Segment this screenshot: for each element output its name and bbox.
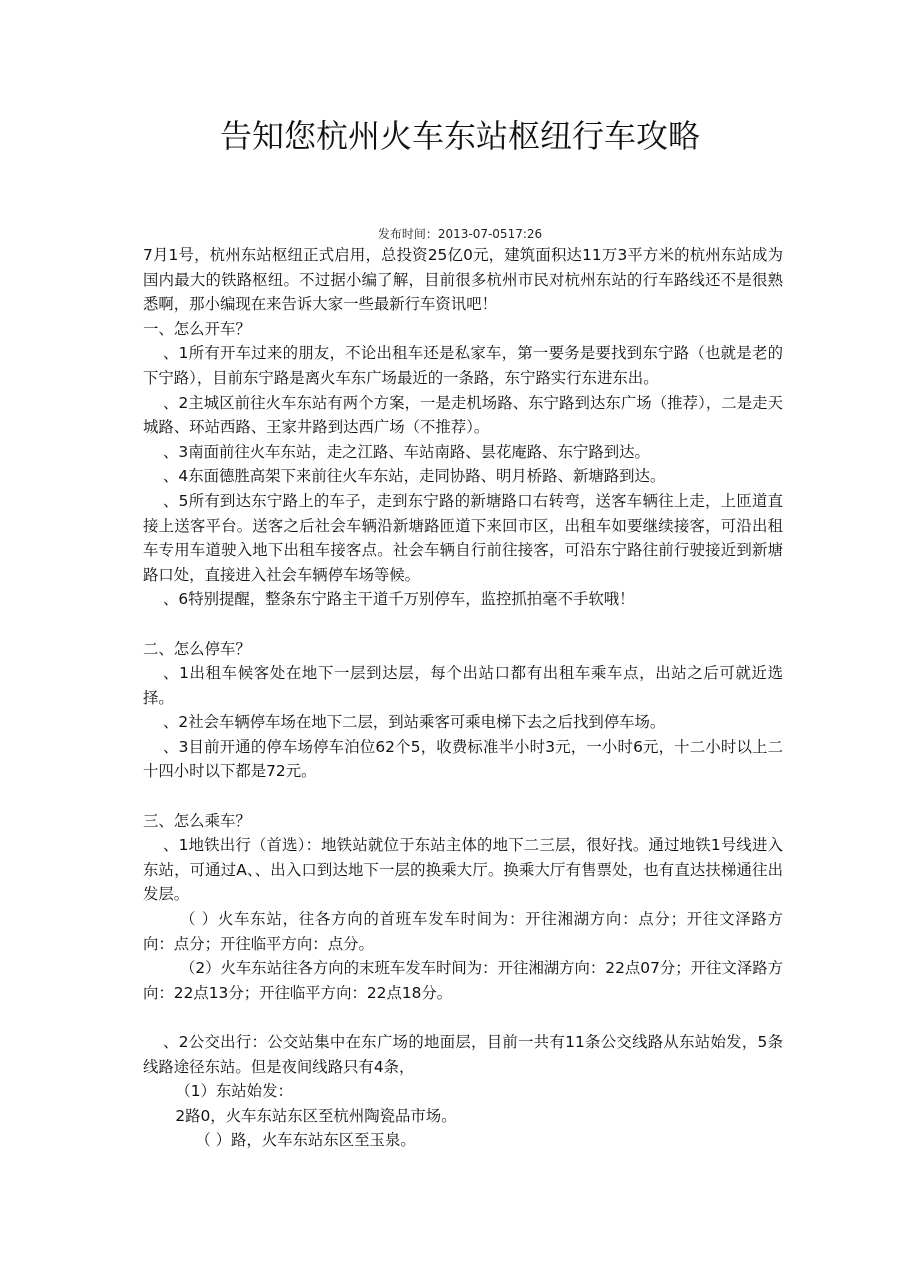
section3-heading: 三、怎么乘车？	[143, 811, 251, 830]
paragraph-spacer	[143, 1005, 783, 1030]
section1-item: 、6特别提醒，整条东宁路主干道千万别停车，监控抓拍毫不手软哦！	[163, 590, 635, 609]
bus-route: （ ）路，火车东站东区至玉泉。	[195, 1131, 416, 1150]
section1-item: 、3南面前往火车东站，走之江路、车站南路、昙花庵路、东宁路到达。	[163, 442, 650, 461]
metro-last-train: （2）火车东站往各方向的末班车发车时间为：开往湘湖方向：22点07分；开往文泽路方向：22点13分；开往临平方向：22点18分。	[143, 959, 783, 1002]
bus-paragraph: 、2公交出行：公交站集中在东广场的地面层，目前一共有11条公交线路从东站始发，5条线路途径东站。但是夜间线路只有4条，	[143, 1033, 783, 1076]
metro-first-train: （ ）火车东站，往各方向的首班车发车时间为：开往湘湖方向：点分；开往文泽路方向：点分；开往临平方向：点分。	[143, 910, 783, 953]
paragraph-spacer	[143, 784, 783, 809]
intro-paragraph: 7月1号，杭州东站枢纽正式启用，总投资25亿0元，建筑面积达11万3平方米的杭州东站成为国内最大的铁路枢纽。不过据小编了解，目前很多杭州市民对杭州东站的行车路线还不是很熟悉啊，那小编现在来告诉大家一些最新行车资讯吧！	[143, 246, 783, 314]
section2-item: 、1出租车候客处在地下一层到达层，每个出站口都有出租车乘车点，出站之后可就近选择。	[143, 664, 783, 707]
section1-item: 、2主城区前往火车东站有两个方案，一是走机场路、东宁路到达东广场（推荐），二是走天城路、环站西路、王家井路到达西广场（不推荐）。	[143, 393, 783, 437]
publish-time: 发布时间：2013-07-0517:26	[377, 227, 543, 241]
article-body	[143, 243, 783, 1153]
bus-origin-heading: （1）东站始发：	[175, 1082, 293, 1101]
section1-item: 、5所有到达东宁路上的车子，走到东宁路的新塘路口右转弯，送客车辆往上走，上匝道直接上送客平台。送客之后社会车辆沿新塘路匝道下来回市区，出租车如要继续接客，可沿出租车专用车道驶入地下出租车接客点。社会车辆自行前往接客，可沿东宁路往前行驶接近到新塘路口处，直接进入社会车辆停车场等候。	[143, 491, 783, 584]
metro-paragraph: 、1地铁出行（首选）：地铁站就位于东站主体的地下二三层，很好找。通过地铁1号线进入东站，可通过A、、出入口到达地下一层的换乘大厅。换乘大厅有售票处，也有直达扶梯通往出发层。	[143, 836, 783, 904]
document-title: 告知您杭州火车东站枢纽行车攻略	[219, 117, 700, 155]
section1-item: 、4东面德胜高架下来前往火车东站，走同协路、明月桥路、新塘路到达。	[163, 467, 666, 486]
section2-item: 、2社会车辆停车场在地下二层，到站乘客可乘电梯下去之后找到停车场。	[163, 713, 666, 732]
paragraph-spacer	[143, 612, 783, 637]
section1-item: 、1所有开车过来的朋友，不论出租车还是私家车，第一要务是要找到东宁路（也就是老的下宁路），目前东宁路是离火车东广场最近的一条路，东宁路实行东进东出。	[143, 344, 783, 387]
section1-heading: 一、怎么开车？	[143, 319, 251, 338]
bus-route: 2路0，火车东站东区至杭州陶瓷品市场。	[175, 1106, 457, 1125]
section2-heading: 二、怎么停车？	[143, 639, 251, 658]
section2-item: 、3目前开通的停车场停车泊位62个5，收费标准半小时3元，一小时6元，十二小时以上二十四小时以下都是72元。	[143, 737, 783, 781]
